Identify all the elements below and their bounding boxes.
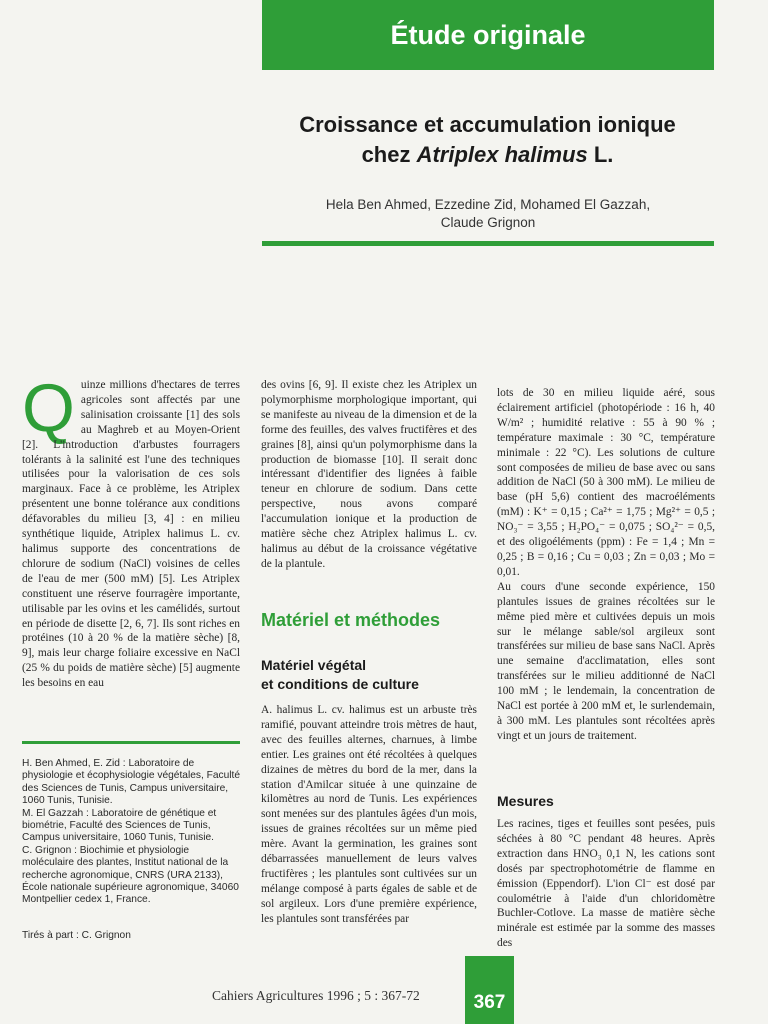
title-suffix: L. (587, 142, 614, 167)
mesures-heading: Mesures (497, 793, 554, 809)
reprints-note: Tirés à part : C. Grignon (22, 930, 131, 941)
section-banner (262, 0, 714, 70)
affiliation-1: H. Ben Ahmed, E. Zid : Laboratoire de physiologie et écophysiologie végétales, Faculté des Sciences de Tunis, Campus universitaire, 1060 Tunis, Tunisie. (22, 758, 241, 807)
affiliations (22, 758, 242, 907)
subheading-line-1: Matériel végétal (261, 657, 367, 673)
intro-column-2: des ovins [6, 9]. Il existe chez les Atriplex un polymorphisme morphologique important, qui se manifeste au niveau de la dimension et de la forme des feuilles, des valves fructifères et des graines [8], ainsi qu'un polymorphisme dans la production de biomasse [10]. Il serait donc intéressant d'identifier des lignées à faible teneur en chlorure de sodium. Dans cette perspective, nous avons comparé l'accumulation ionique et la production de matière sèche chez Atriplex halimus L. cv. halimus au début de la croissance végétative de la plantule. (261, 379, 477, 570)
mesures-text: Les racines, tiges et feuilles sont pesées, puis séchées à 80 °C pendant 48 heures. Après extraction dans HNO₃ 0,1 N, les cations sont dosés par spectrophotométrie de flamme en émission (Eppendorf). L'ion Cl⁻ est dosé par coulométrie à l'aide d'un chloridomètre Buchler-Cotlove. La masse de matière sèche minérale est estimée par la somme des masses des (497, 818, 715, 950)
affiliation-divider (22, 741, 240, 744)
subheading-line-2: et conditions de culture (261, 676, 419, 692)
methods-column-3 (497, 386, 715, 744)
methods-paragraph-1: lots de 30 en milieu liquide aéré, sous éclairement artificiel (photopériode : 16 h, 40 W/m² ; humidité relative : 55 à 90 % ; température maximale : 30 °C, température minimale : 22 °C). Les solutions de culture sont composées de milieu de base avec ou sans addition de NaCl (50 à 300 mM). Le milieu de base (pH 5,6) contient des macroéléments (mM) : K⁺ = 0,15 ; Ca²⁺ = 1,75 ; Mg²⁺ = 0,5 ; NO₃⁻ = 3,55 ; H₂PO₄⁻ = 0,075 ; SO₄²⁻ = 0,5, et des oligoéléments (ppm) : Fe = 1,4 ; Mn = 0,25 ; B = 0,16 ; Cu = 0,03 ; Zn = 0,03 ; Mo = 0,01. (497, 387, 715, 578)
affiliation-3: C. Grignon : Biochimie et physiologie moléculaire des plantes, Institut national de la recherche agronomique, CNRS (URA 2133), École nationale supérieure agronomique, 34060 Montpellier cedex 1, France. (22, 844, 239, 906)
page-number-box (465, 956, 514, 1024)
affiliation-2: M. El Gazzah : Laboratoire de génétique et biométrie, Faculté des Sciences de Tunis, Campus universitaire, 1060 Tunis, Tunisie. (22, 807, 217, 844)
author-list (262, 196, 714, 232)
page-number: 367 (473, 992, 506, 1013)
authors-line-1: Hela Ben Ahmed, Ezzedine Zid, Mohamed El Gazzah, (325, 197, 651, 212)
authors-line-2: Claude Grignon (440, 215, 536, 230)
title-line-1: Croissance et accumulation ionique (299, 112, 676, 137)
title-species: Atriplex halimus (416, 142, 588, 167)
title-divider (262, 241, 714, 246)
section-heading: Matériel et méthodes (261, 610, 441, 630)
intro-text-1: uinze millions d'hectares de terres agricoles sont affectés par une salinisation croissante [1] des sols au Maghreb et au Moyen-Orient [2]. L'introduction d'arbustes fourragers tolérants à la salinité est l'une des techniques utilisées pour la valorisation de ces sols marginaux. Face à ce problème, les Atriplex présentent une bonne tolérance aux conditions défavorables du milieu [3, 4] : en milieu synthétique liquide, Atriplex halimus L. cv. halimus supporte des concentrations de chlorure de sodium (NaCl) voisines de celles de l'eau de mer (500 mM) [5]. Les Atriplex constituent une réserve fourragère importante, utilisable par les ovins et les camélidés, surtout en période de disette [2, 6, 7]. Ils sont riches en protéines (10 à 20 % de la matière sèche) [8, 9], mais leur charge foliaire excessive en NaCl (25 % du poids de matière sèche) [5] augmente les besoins en eau (22, 379, 240, 690)
drop-cap: Q (22, 370, 75, 446)
methods-paragraph-2: Au cours d'une seconde expérience, 150 plantules issues de graines récoltées sur le même pied mère et cultivées depuis un mois sur le mélange sable/sol argileux sont transférées sur milieu de base sans NaCl. Après une semaine d'acclimatation, elles sont transférées sur le milieu additionné de NaCl 100 mM ; le lendemain, la concentration de NaCl est portée à 200 mM et, le surlendemain, à 300 mM. Les plantules sont récoltées après vingt et un jours de traitement. (497, 580, 715, 742)
title-line-2 (250, 140, 725, 170)
subsection-heading (261, 656, 481, 694)
intro-column-1 (22, 370, 240, 691)
article-title (250, 110, 725, 170)
methods-column-2: A. halimus L. cv. halimus est un arbuste très ramifié, pouvant atteindre trois mètres de haut, avec des feuilles alternes, charnues, à limbe entier. Les graines ont été récoltées à quelques dizaines de mètres du bord de la mer, dans la station d'Amilcar située à une quinzaine de kilomètres au nord de Tunis. Les expériences sont menées sur des plantules âgées d'un mois, issues de graines récoltées sur un même pied mère. Avant la germination, les graines sont débarrassées manuellement de leurs valves fructifères ; les plantules sont cultivées sur un mélange composé à parts égales de sable et de sol argileux. Lors d'une première expérience, les plantules sont transférées par (261, 704, 477, 925)
title-prefix: chez (361, 142, 417, 167)
journal-citation: Cahiers Agricultures 1996 ; 5 : 367-72 (212, 988, 420, 1003)
section-label: Étude originale (390, 19, 586, 50)
